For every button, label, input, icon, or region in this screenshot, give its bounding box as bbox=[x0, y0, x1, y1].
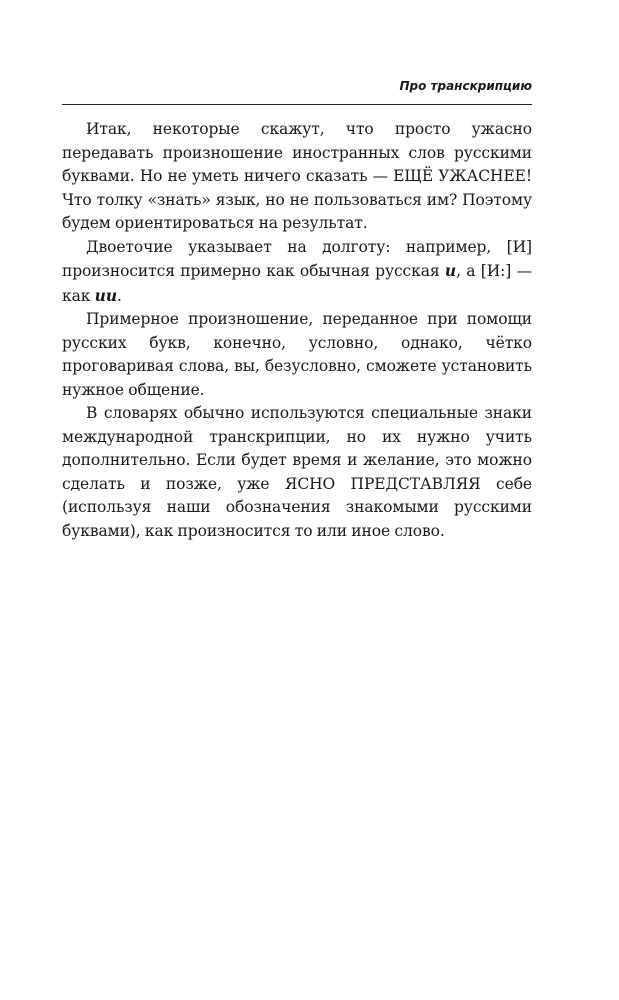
paragraph-2 bbox=[62, 236, 532, 309]
paragraph-2-part-3: . bbox=[117, 286, 122, 305]
paragraph-3: Примерное произношение, переданное при помощи русских букв, конечно, условно, однако, чётко проговаривая слова, вы, безусловно, сможете установить нужное общение. bbox=[62, 310, 532, 399]
paragraph-4: В словарях обычно используются специальные знаки международной транскрипции, но их нужно учить дополнительно. Если будет время и желание, это можно сделать и позже, уже ЯСНО ПРЕДСТАВЛЯЯ себе (используя наши обозначения знакомыми русскими буквами), как произносится то или иное слово. bbox=[62, 404, 532, 540]
body-text bbox=[62, 118, 532, 543]
paragraph-2-part-1: Двоеточие указывает на долготу: например, [И] произносится примерно как обычная русская bbox=[62, 237, 532, 280]
paragraph-1: Итак, некоторые скажут, что просто ужасно передавать произношение иностранных слов русскими буквами. Но не уметь ничего сказать — ЕЩЁ УЖАСНЕЕ! Что толку «знать» язык, но не пользоваться им? Поэтому будем ориентироваться на результат. bbox=[62, 120, 532, 232]
bold-letters-ii: ии bbox=[94, 285, 117, 305]
running-header bbox=[62, 79, 532, 105]
bold-letter-i: и bbox=[444, 261, 457, 280]
paragraph-2-part-2: , а [И:] — как bbox=[62, 262, 532, 305]
section-title: Про транскрипцию bbox=[399, 79, 532, 93]
